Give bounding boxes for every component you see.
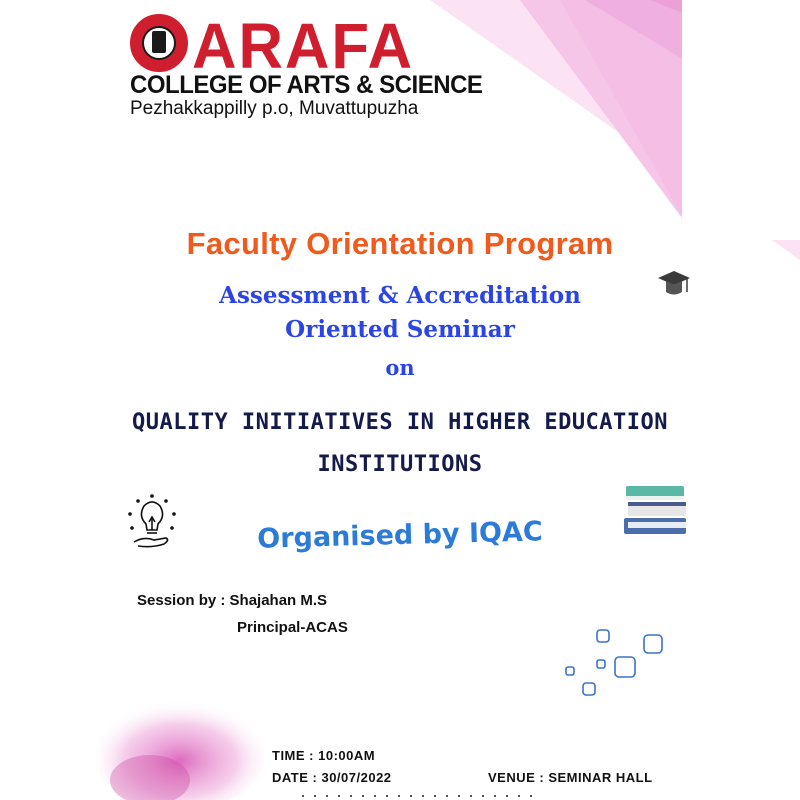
squares-decoration-icon [560,625,670,700]
seminar-on: on [385,355,415,380]
pink-splash-decoration [100,690,280,800]
seminar-line-1: Assessment & Accreditation [219,282,581,309]
organiser: Organised by IQAC [256,516,544,555]
college-location: Pezhakkappilly p.o, Muvattupuzha [130,98,419,119]
lightbulb-hand-icon [124,494,184,552]
dotted-line-decoration [300,792,540,800]
event-time: TIME : 10:00AM [272,748,376,763]
program-title: Faculty Orientation Program [186,226,614,261]
topic-line-2: INSTITUTIONS [317,452,483,477]
seminar-line-2: Oriented Seminar [285,316,515,343]
college-seal-icon [130,14,188,72]
event-date: DATE : 30/07/2022 [272,770,392,785]
logo-name: ARAFA [192,10,414,74]
session-by: Session by : Shajahan M.S [137,592,328,609]
event-venue: VENUE : SEMINAR HALL [488,770,653,785]
books-stack-icon [624,478,688,548]
graduation-cap-icon [658,268,690,302]
session-role: Principal-ACAS [237,619,348,636]
topic-line-1: QUALITY INITIATIVES IN HIGHER EDUCATION [131,410,669,435]
college-name: COLLEGE OF ARTS & SCIENCE [130,71,483,99]
arafa-logo [192,2,422,74]
